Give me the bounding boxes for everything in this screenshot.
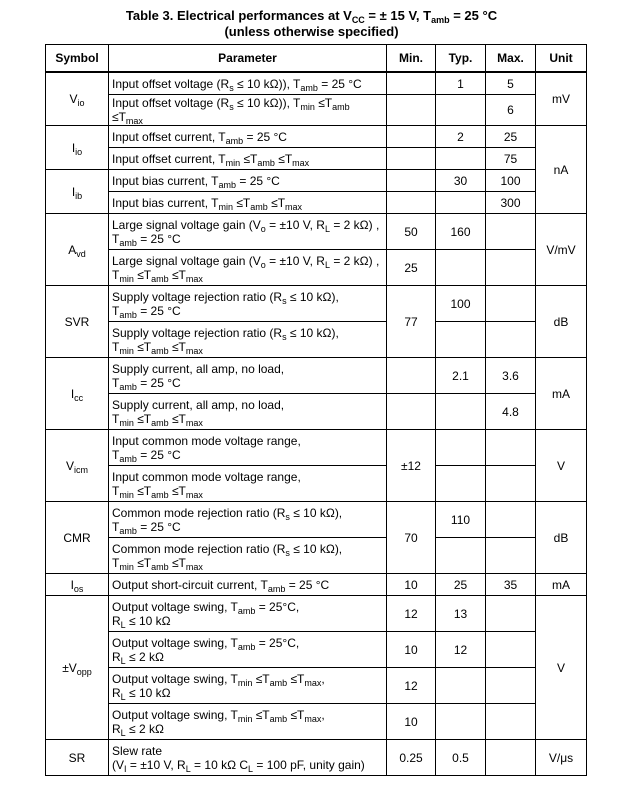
- typ-vopp-1: 13: [436, 596, 486, 632]
- max-vio-1: 5: [486, 72, 536, 95]
- symbol-vopp: $\pm V_{opp}$: [46, 596, 109, 740]
- param-vicm-2: Input common mode voltage range, $T_{min} \le T_{amb} \le T_{max}$: [109, 466, 387, 502]
- typ-avd-1: 160: [436, 214, 486, 250]
- param-cmr-1: Common mode rejection ratio ($R_s \le 10$ kΩ), $T_{amb} = 25$ °C: [109, 502, 387, 538]
- typ-vio-1: 1: [436, 72, 486, 95]
- param-avd-2: Large signal voltage gain ($V_o = \pm 10$ V, $R_L = 2$ kΩ) , $T_{min} \le T_{amb} \le T_{max}$: [109, 250, 387, 286]
- symbol-avd: $A_{vd}$: [46, 214, 109, 286]
- symbol-vicm: $V_{icm}$: [46, 430, 109, 502]
- param-iib-1: Input bias current, $T_{amb} = 25$ °C: [109, 170, 387, 192]
- min-vopp-2: 10: [387, 632, 436, 668]
- max-icc-1: 3.6: [486, 358, 536, 394]
- param-sr: Slew rate ($V_I = \pm 10$ V, $R_L = 10$ kΩ $C_L = 100$ pF, unity gain): [109, 740, 387, 776]
- header-min: Min.: [387, 45, 436, 73]
- unit-sr: V/μs: [536, 740, 587, 776]
- unit-icc: mA: [536, 358, 587, 430]
- min-avd-2: 25: [387, 250, 436, 286]
- table-row: [46, 668, 587, 704]
- table-row: [46, 502, 587, 538]
- header-parameter: Parameter: [109, 45, 387, 73]
- table-caption: [0, 8, 623, 40]
- max-iio-2: 75: [486, 148, 536, 170]
- param-vicm-1: Input common mode voltage range, $T_{amb} = 25$ °C: [109, 430, 387, 466]
- table-row: [46, 596, 587, 632]
- table-title: Table 3. Electrical performances at $V_{CC}$ = ± 15 V, $T_{amb} = 25$ °C: [125, 8, 498, 25]
- header-unit: Unit: [536, 45, 587, 73]
- typ-svr-1: 100: [436, 286, 486, 322]
- table-row: [46, 538, 587, 574]
- unit-iio-iib: nA: [536, 126, 587, 214]
- table-row: [46, 148, 587, 170]
- param-vopp-1: Output voltage swing, $T_{amb} = 25^\circ C$, $R_L \le 10$ kΩ: [109, 596, 387, 632]
- table-row: [46, 95, 587, 126]
- table-row: [46, 126, 587, 148]
- min-vicm: ±12: [387, 430, 436, 502]
- param-vio-1: Input offset voltage ($R_s \le 10$ kΩ)), $T_{amb} = 25$ °C: [109, 72, 387, 95]
- table-row: [46, 286, 587, 322]
- unit-avd: V/mV: [536, 214, 587, 286]
- unit-vio: mV: [536, 72, 587, 126]
- electrical-performance-table: [45, 44, 587, 776]
- table-row: [46, 740, 587, 776]
- table-row: [46, 394, 587, 430]
- typ-ios: 25: [436, 574, 486, 596]
- param-vopp-4: Output voltage swing, $T_{min} \le T_{amb} \le T_{max}$, $R_L \le 2$ kΩ: [109, 704, 387, 740]
- symbol-iio: $I_{io}$: [46, 126, 109, 170]
- max-vio-2: 6: [486, 95, 536, 126]
- max-iio-1: 25: [486, 126, 536, 148]
- min-avd-1: 50: [387, 214, 436, 250]
- min-vopp-3: 12: [387, 668, 436, 704]
- min-svr: 77: [387, 286, 436, 358]
- symbol-svr: SVR: [46, 286, 109, 358]
- min-vopp-1: 12: [387, 596, 436, 632]
- param-iio-2: Input offset current, $T_{min} \le T_{amb} \le T_{max}$: [109, 148, 387, 170]
- typ-icc-1: 2.1: [436, 358, 486, 394]
- param-vopp-2: Output voltage swing, $T_{amb} = 25^\circ C$, $R_L \le 2$ kΩ: [109, 632, 387, 668]
- symbol-cmr: CMR: [46, 502, 109, 574]
- symbol-sr: SR: [46, 740, 109, 776]
- typ-vopp-2: 12: [436, 632, 486, 668]
- table-subtitle: (unless otherwise specified): [224, 24, 399, 39]
- typ-cmr-1: 110: [436, 502, 486, 538]
- max-iib-2: 300: [486, 192, 536, 214]
- param-ios: Output short-circuit current, $T_{amb} = 25$ °C: [109, 574, 387, 596]
- max-ios: 35: [486, 574, 536, 596]
- header-symbol: Symbol: [46, 45, 109, 73]
- table-row: [46, 358, 587, 394]
- symbol-ios: $I_{os}$: [46, 574, 109, 596]
- unit-ios: mA: [536, 574, 587, 596]
- unit-vopp: V: [536, 596, 587, 740]
- header-typ: Typ.: [436, 45, 486, 73]
- unit-svr: dB: [536, 286, 587, 358]
- param-iio-1: Input offset current, $T_{amb} = 25$ °C: [109, 126, 387, 148]
- table-row: [46, 250, 587, 286]
- min-cmr: 70: [387, 502, 436, 574]
- header-max: Max.: [486, 45, 536, 73]
- param-icc-2: Supply current, all amp, no load, $T_{min} \le T_{amb} \le T_{max}$: [109, 394, 387, 430]
- table-row: [46, 192, 587, 214]
- table-row: [46, 430, 587, 466]
- param-svr-2: Supply voltage rejection ratio ($R_s \le 10$ kΩ), $T_{min} \le T_{amb} \le T_{max}$: [109, 322, 387, 358]
- param-svr-1: Supply voltage rejection ratio ($R_s \le 10$ kΩ), $T_{amb} = 25$ °C: [109, 286, 387, 322]
- table-row: [46, 170, 587, 192]
- symbol-icc: $I_{cc}$: [46, 358, 109, 430]
- max-iib-1: 100: [486, 170, 536, 192]
- param-cmr-2: Common mode rejection ratio ($R_s \le 10$ kΩ), $T_{min} \le T_{amb} \le T_{max}$: [109, 538, 387, 574]
- table-row: [46, 214, 587, 250]
- param-icc-1: Supply current, all amp, no load, $T_{amb} = 25$ °C: [109, 358, 387, 394]
- unit-vicm: V: [536, 430, 587, 502]
- min-sr: 0.25: [387, 740, 436, 776]
- typ-iib-1: 30: [436, 170, 486, 192]
- typ-sr: 0.5: [436, 740, 486, 776]
- min-ios: 10: [387, 574, 436, 596]
- table-row: [46, 322, 587, 358]
- param-vopp-3: Output voltage swing, $T_{min} \le T_{amb} \le T_{max}$, $R_L \le 10$ kΩ: [109, 668, 387, 704]
- min-vopp-4: 10: [387, 704, 436, 740]
- symbol-iib: $I_{ib}$: [46, 170, 109, 214]
- typ-iio-1: 2: [436, 126, 486, 148]
- table-row: [46, 72, 587, 95]
- param-iib-2: Input bias current, $T_{min} \le T_{amb} \le T_{max}$: [109, 192, 387, 214]
- table-row: [46, 632, 587, 668]
- param-avd-1: Large signal voltage gain ($V_o = \pm 10$ V, $R_L = 2$ kΩ) , $T_{amb} = 25$ °C: [109, 214, 387, 250]
- max-icc-2: 4.8: [486, 394, 536, 430]
- table-row: [46, 466, 587, 502]
- table-row: [46, 574, 587, 596]
- table-row: [46, 704, 587, 740]
- header-row: [46, 45, 587, 73]
- unit-cmr: dB: [536, 502, 587, 574]
- symbol-vio: $V_{io}$: [46, 72, 109, 126]
- param-vio-2: Input offset voltage ($R_s \le 10$ kΩ)), $T_{min} \le T_{amb} \le T_{max}$: [109, 95, 387, 126]
